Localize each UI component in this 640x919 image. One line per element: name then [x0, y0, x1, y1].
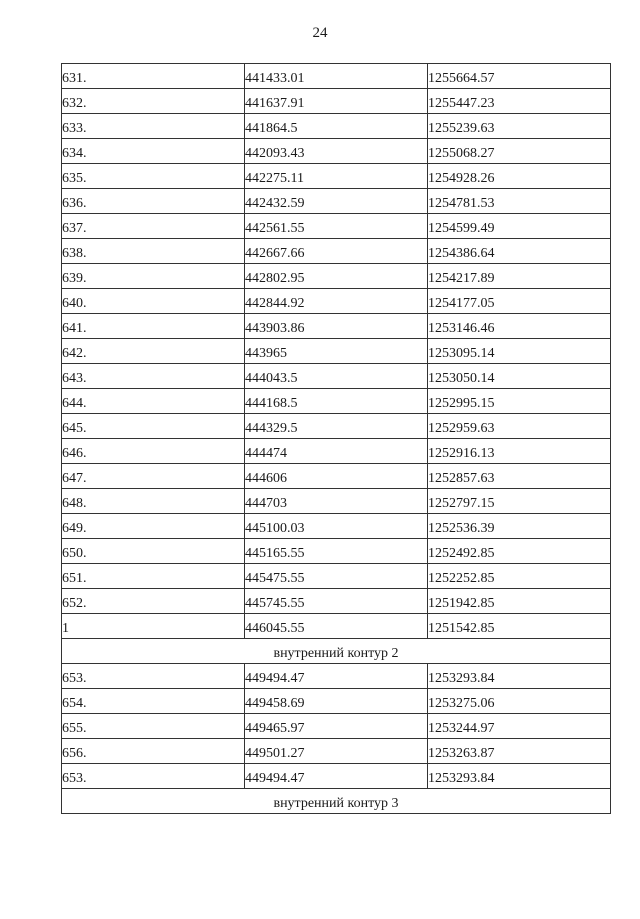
- x-coordinate-cell: 449494.47: [245, 664, 428, 689]
- point-number-cell: 644.: [62, 389, 245, 414]
- table-row: [62, 114, 611, 139]
- table-row: [62, 439, 611, 464]
- table-row: [62, 239, 611, 264]
- y-coordinate-cell: 1253293.84: [428, 764, 611, 789]
- section-heading-row: [62, 789, 611, 814]
- x-coordinate-cell: 449501.27: [245, 739, 428, 764]
- x-coordinate-cell: 441864.5: [245, 114, 428, 139]
- point-number-cell: 636.: [62, 189, 245, 214]
- y-coordinate-cell: 1252252.85: [428, 564, 611, 589]
- x-coordinate-cell: 442275.11: [245, 164, 428, 189]
- y-coordinate-cell: 1253146.46: [428, 314, 611, 339]
- section-heading-row: [62, 639, 611, 664]
- y-coordinate-cell: 1253244.97: [428, 714, 611, 739]
- x-coordinate-cell: 445165.55: [245, 539, 428, 564]
- point-number-cell: 655.: [62, 714, 245, 739]
- table-row: [62, 364, 611, 389]
- point-number-cell: 653.: [62, 764, 245, 789]
- table-row: [62, 414, 611, 439]
- y-coordinate-cell: 1254386.64: [428, 239, 611, 264]
- table-row: [62, 589, 611, 614]
- y-coordinate-cell: 1251942.85: [428, 589, 611, 614]
- point-number-cell: 634.: [62, 139, 245, 164]
- y-coordinate-cell: 1253095.14: [428, 339, 611, 364]
- y-coordinate-cell: 1255239.63: [428, 114, 611, 139]
- y-coordinate-cell: 1252916.13: [428, 439, 611, 464]
- point-number-cell: 642.: [62, 339, 245, 364]
- coordinates-table: [61, 63, 611, 814]
- x-coordinate-cell: 442667.66: [245, 239, 428, 264]
- point-number-cell: 637.: [62, 214, 245, 239]
- point-number-cell: 656.: [62, 739, 245, 764]
- x-coordinate-cell: 443903.86: [245, 314, 428, 339]
- point-number-cell: 635.: [62, 164, 245, 189]
- x-coordinate-cell: 442844.92: [245, 289, 428, 314]
- y-coordinate-cell: 1252959.63: [428, 414, 611, 439]
- table-row: [62, 64, 611, 89]
- x-coordinate-cell: 446045.55: [245, 614, 428, 639]
- table-row: [62, 139, 611, 164]
- y-coordinate-cell: 1253263.87: [428, 739, 611, 764]
- point-number-cell: 652.: [62, 589, 245, 614]
- x-coordinate-cell: 441637.91: [245, 89, 428, 114]
- point-number-cell: 638.: [62, 239, 245, 264]
- x-coordinate-cell: 444168.5: [245, 389, 428, 414]
- x-coordinate-cell: 444329.5: [245, 414, 428, 439]
- table-row: [62, 264, 611, 289]
- y-coordinate-cell: 1255664.57: [428, 64, 611, 89]
- point-number-cell: 645.: [62, 414, 245, 439]
- x-coordinate-cell: 445475.55: [245, 564, 428, 589]
- x-coordinate-cell: 442802.95: [245, 264, 428, 289]
- x-coordinate-cell: 444606: [245, 464, 428, 489]
- x-coordinate-cell: 445745.55: [245, 589, 428, 614]
- x-coordinate-cell: 444474: [245, 439, 428, 464]
- point-number-cell: 648.: [62, 489, 245, 514]
- x-coordinate-cell: 441433.01: [245, 64, 428, 89]
- point-number-cell: 647.: [62, 464, 245, 489]
- table-row: [62, 189, 611, 214]
- table-row: [62, 614, 611, 639]
- table-row: [62, 764, 611, 789]
- table-row: [62, 164, 611, 189]
- x-coordinate-cell: 444043.5: [245, 364, 428, 389]
- table-row: [62, 564, 611, 589]
- table-row: [62, 489, 611, 514]
- y-coordinate-cell: 1251542.85: [428, 614, 611, 639]
- point-number-cell: 631.: [62, 64, 245, 89]
- y-coordinate-cell: 1254217.89: [428, 264, 611, 289]
- y-coordinate-cell: 1252797.15: [428, 489, 611, 514]
- x-coordinate-cell: 449458.69: [245, 689, 428, 714]
- point-number-cell: 643.: [62, 364, 245, 389]
- y-coordinate-cell: 1252995.15: [428, 389, 611, 414]
- table-row: [62, 464, 611, 489]
- table-row: [62, 339, 611, 364]
- x-coordinate-cell: 445100.03: [245, 514, 428, 539]
- y-coordinate-cell: 1254781.53: [428, 189, 611, 214]
- point-number-cell: 632.: [62, 89, 245, 114]
- x-coordinate-cell: 449494.47: [245, 764, 428, 789]
- point-number-cell: 639.: [62, 264, 245, 289]
- y-coordinate-cell: 1252536.39: [428, 514, 611, 539]
- point-number-cell: 646.: [62, 439, 245, 464]
- table-row: [62, 89, 611, 114]
- table-row: [62, 689, 611, 714]
- point-number-cell: 641.: [62, 314, 245, 339]
- table-row: [62, 664, 611, 689]
- y-coordinate-cell: 1254928.26: [428, 164, 611, 189]
- point-number-cell: 1: [62, 614, 245, 639]
- x-coordinate-cell: 444703: [245, 489, 428, 514]
- point-number-cell: 650.: [62, 539, 245, 564]
- table-row: [62, 714, 611, 739]
- y-coordinate-cell: 1254599.49: [428, 214, 611, 239]
- table-row: [62, 539, 611, 564]
- table-row: [62, 314, 611, 339]
- x-coordinate-cell: 443965: [245, 339, 428, 364]
- y-coordinate-cell: 1253293.84: [428, 664, 611, 689]
- x-coordinate-cell: 442093.43: [245, 139, 428, 164]
- y-coordinate-cell: 1254177.05: [428, 289, 611, 314]
- coordinates-table-body: [62, 64, 611, 814]
- table-row: [62, 514, 611, 539]
- x-coordinate-cell: 442432.59: [245, 189, 428, 214]
- point-number-cell: 633.: [62, 114, 245, 139]
- table-row: [62, 289, 611, 314]
- table-row: [62, 389, 611, 414]
- y-coordinate-cell: 1255447.23: [428, 89, 611, 114]
- y-coordinate-cell: 1252492.85: [428, 539, 611, 564]
- point-number-cell: 651.: [62, 564, 245, 589]
- y-coordinate-cell: 1255068.27: [428, 139, 611, 164]
- point-number-cell: 640.: [62, 289, 245, 314]
- x-coordinate-cell: 442561.55: [245, 214, 428, 239]
- y-coordinate-cell: 1252857.63: [428, 464, 611, 489]
- y-coordinate-cell: 1253275.06: [428, 689, 611, 714]
- table-row: [62, 214, 611, 239]
- table-row: [62, 739, 611, 764]
- section-heading: внутренний контур 3: [62, 789, 611, 814]
- x-coordinate-cell: 449465.97: [245, 714, 428, 739]
- page-number: 24: [312, 25, 328, 41]
- point-number-cell: 649.: [62, 514, 245, 539]
- y-coordinate-cell: 1253050.14: [428, 364, 611, 389]
- point-number-cell: 654.: [62, 689, 245, 714]
- point-number-cell: 653.: [62, 664, 245, 689]
- section-heading: внутренний контур 2: [62, 639, 611, 664]
